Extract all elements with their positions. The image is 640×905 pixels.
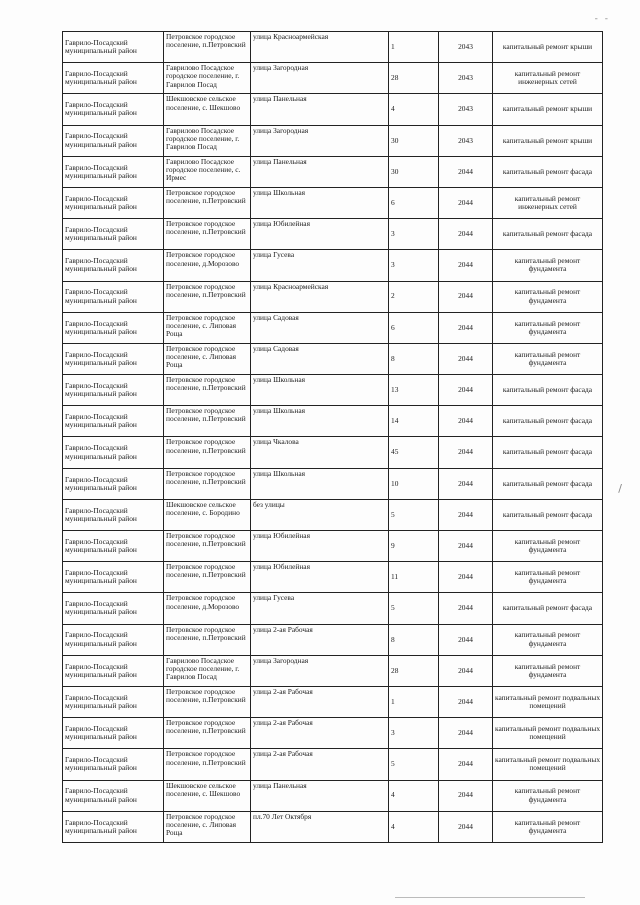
cell-street: улица 2-ая Рабочая: [251, 686, 389, 717]
cell-year: 2044: [439, 156, 493, 187]
cell-work-type: капитальный ремонт фасада: [493, 468, 603, 499]
cell-street: улица Гусева: [251, 593, 389, 624]
cell-district: Гаврило-Посадский муниципальный район: [63, 437, 164, 468]
cell-district: Гаврило-Посадский муниципальный район: [63, 686, 164, 717]
cell-settlement: Шекшовское сельское поселение, с. Бородино: [164, 499, 251, 530]
cell-settlement: Петровское городское поселение, п.Петровский: [164, 624, 251, 655]
cell-year: 2044: [439, 406, 493, 437]
cell-work-type: капитальный ремонт фундамента: [493, 655, 603, 686]
cell-work-type: капитальный ремонт подвальных помещений: [493, 718, 603, 749]
scan-mark-top: - -: [594, 14, 610, 24]
cell-street: улица Садовая: [251, 312, 389, 343]
cell-work-type: капитальный ремонт фундамента: [493, 312, 603, 343]
cell-district: Гаврило-Посадский муниципальный район: [63, 187, 164, 218]
cell-settlement: Петровское городское поселение, п.Петровский: [164, 531, 251, 562]
cell-settlement: Гаврилово Посадское городское поселение, г. Гаврилов Посад: [164, 63, 251, 94]
cell-settlement: Шекшовское сельское поселение, с. Шекшово: [164, 94, 251, 125]
cell-house: 28: [389, 655, 439, 686]
cell-street: улица Панельная: [251, 156, 389, 187]
cell-work-type: капитальный ремонт крыши: [493, 32, 603, 63]
cell-year: 2044: [439, 343, 493, 374]
cell-house: 45: [389, 437, 439, 468]
cell-street: улица 2-ая Рабочая: [251, 624, 389, 655]
cell-house: 3: [389, 250, 439, 281]
cell-settlement: Петровское городское поселение, п.Петровский: [164, 718, 251, 749]
cell-work-type: капитальный ремонт фундамента: [493, 343, 603, 374]
cell-house: 6: [389, 187, 439, 218]
cell-settlement: Петровское городское поселение, п.Петровский: [164, 281, 251, 312]
table-row: [63, 343, 603, 374]
cell-house: 13: [389, 375, 439, 406]
cell-district: Гаврило-Посадский муниципальный район: [63, 312, 164, 343]
cell-settlement: Гаврилово Посадское городское поселение, г. Гаврилов Посад: [164, 125, 251, 156]
scan-edge-line: [395, 897, 585, 898]
cell-house: 9: [389, 531, 439, 562]
cell-street: улица Школьная: [251, 375, 389, 406]
cell-district: Гаврило-Посадский муниципальный район: [63, 156, 164, 187]
cell-street: улица Чкалова: [251, 437, 389, 468]
cell-year: 2044: [439, 281, 493, 312]
cell-district: Гаврило-Посадский муниципальный район: [63, 749, 164, 780]
cell-house: 6: [389, 312, 439, 343]
cell-settlement: Петровское городское поселение, п.Петровский: [164, 468, 251, 499]
cell-settlement: Петровское городское поселение, д.Морозово: [164, 593, 251, 624]
cell-district: Гаврило-Посадский муниципальный район: [63, 281, 164, 312]
cell-work-type: капитальный ремонт инженерных сетей: [493, 63, 603, 94]
cell-street: улица Школьная: [251, 406, 389, 437]
cell-settlement: Петровское городское поселение, п.Петровский: [164, 187, 251, 218]
cell-year: 2044: [439, 749, 493, 780]
cell-district: Гаврило-Посадский муниципальный район: [63, 375, 164, 406]
cell-settlement: Шекшовское сельское поселение, с. Шекшово: [164, 780, 251, 811]
cell-settlement: Петровское городское поселение, с. Липовая Роща: [164, 343, 251, 374]
cell-house: 4: [389, 94, 439, 125]
cell-house: 3: [389, 718, 439, 749]
cell-settlement: Гаврилово Посадское городское поселение, г. Гаврилов Посад: [164, 655, 251, 686]
table-row: [63, 624, 603, 655]
cell-district: Гаврило-Посадский муниципальный район: [63, 593, 164, 624]
cell-street: улица Красноармейская: [251, 32, 389, 63]
cell-house: 5: [389, 749, 439, 780]
cell-year: 2044: [439, 624, 493, 655]
table-row: [63, 811, 603, 842]
cell-street: улица Загородная: [251, 63, 389, 94]
cell-work-type: капитальный ремонт фундамента: [493, 811, 603, 842]
cell-year: 2044: [439, 312, 493, 343]
cell-street: улица Юбилейная: [251, 562, 389, 593]
cell-work-type: капитальный ремонт крыши: [493, 94, 603, 125]
table-row: [63, 718, 603, 749]
cell-district: Гаврило-Посадский муниципальный район: [63, 531, 164, 562]
cell-settlement: Петровское городское поселение, п.Петровский: [164, 406, 251, 437]
cell-settlement: Петровское городское поселение, с. Липовая Роща: [164, 811, 251, 842]
cell-house: 30: [389, 156, 439, 187]
cell-work-type: капитальный ремонт фасада: [493, 437, 603, 468]
cell-year: 2043: [439, 32, 493, 63]
cell-street: улица Садовая: [251, 343, 389, 374]
table-row: [63, 94, 603, 125]
table-row: [63, 468, 603, 499]
cell-settlement: Петровское городское поселение, п.Петровский: [164, 686, 251, 717]
cell-house: 8: [389, 343, 439, 374]
table-row: [63, 562, 603, 593]
cell-work-type: капитальный ремонт фундамента: [493, 531, 603, 562]
cell-street: улица Панельная: [251, 94, 389, 125]
cell-work-type: капитальный ремонт инженерных сетей: [493, 187, 603, 218]
cell-street: улица Юбилейная: [251, 531, 389, 562]
cell-year: 2044: [439, 718, 493, 749]
cell-district: Гаврило-Посадский муниципальный район: [63, 406, 164, 437]
cell-year: 2044: [439, 562, 493, 593]
cell-settlement: Петровское городское поселение, п.Петровский: [164, 375, 251, 406]
table-row: [63, 219, 603, 250]
cell-street: улица Юбилейная: [251, 219, 389, 250]
cell-house: 5: [389, 593, 439, 624]
cell-house: 14: [389, 406, 439, 437]
table-row: [63, 406, 603, 437]
cell-district: Гаврило-Посадский муниципальный район: [63, 811, 164, 842]
cell-work-type: капитальный ремонт фундамента: [493, 780, 603, 811]
cell-settlement: Петровское городское поселение, п.Петровский: [164, 32, 251, 63]
cell-district: Гаврило-Посадский муниципальный район: [63, 125, 164, 156]
cell-house: 3: [389, 219, 439, 250]
cell-settlement: Петровское городское поселение, п.Петровский: [164, 749, 251, 780]
cell-year: 2044: [439, 250, 493, 281]
cell-year: 2044: [439, 468, 493, 499]
table-row: [63, 686, 603, 717]
cell-district: Гаврило-Посадский муниципальный район: [63, 718, 164, 749]
cell-district: Гаврило-Посадский муниципальный район: [63, 94, 164, 125]
cell-house: 5: [389, 499, 439, 530]
cell-work-type: капитальный ремонт фасада: [493, 593, 603, 624]
cell-settlement: Петровское городское поселение, с. Липовая Роща: [164, 312, 251, 343]
cell-work-type: капитальный ремонт подвальных помещений: [493, 749, 603, 780]
cell-year: 2043: [439, 94, 493, 125]
cell-street: улица Гусева: [251, 250, 389, 281]
cell-work-type: капитальный ремонт фасада: [493, 406, 603, 437]
cell-house: 8: [389, 624, 439, 655]
cell-work-type: капитальный ремонт фасада: [493, 499, 603, 530]
cell-street: улица Школьная: [251, 187, 389, 218]
cell-district: Гаврило-Посадский муниципальный район: [63, 32, 164, 63]
cell-house: 30: [389, 125, 439, 156]
cell-year: 2044: [439, 531, 493, 562]
cell-work-type: капитальный ремонт крыши: [493, 125, 603, 156]
cell-district: Гаврило-Посадский муниципальный район: [63, 63, 164, 94]
table-row: [63, 531, 603, 562]
cell-year: 2044: [439, 811, 493, 842]
cell-district: Гаврило-Посадский муниципальный район: [63, 562, 164, 593]
cell-street: без улицы: [251, 499, 389, 530]
table-row: [63, 749, 603, 780]
cell-district: Гаврило-Посадский муниципальный район: [63, 219, 164, 250]
cell-work-type: капитальный ремонт фундамента: [493, 624, 603, 655]
cell-work-type: капитальный ремонт фундамента: [493, 281, 603, 312]
cell-house: 28: [389, 63, 439, 94]
cell-year: 2044: [439, 187, 493, 218]
cell-district: Гаврило-Посадский муниципальный район: [63, 624, 164, 655]
table-row: [63, 499, 603, 530]
cell-work-type: капитальный ремонт фундамента: [493, 250, 603, 281]
cell-year: 2044: [439, 780, 493, 811]
cell-street: улица 2-ая Рабочая: [251, 718, 389, 749]
cell-year: 2044: [439, 219, 493, 250]
cell-district: Гаврило-Посадский муниципальный район: [63, 468, 164, 499]
cell-year: 2043: [439, 125, 493, 156]
cell-year: 2044: [439, 593, 493, 624]
table-row: [63, 250, 603, 281]
repair-schedule-table: [62, 31, 603, 843]
cell-year: 2044: [439, 375, 493, 406]
table-row: [63, 156, 603, 187]
table-row: [63, 655, 603, 686]
cell-house: 10: [389, 468, 439, 499]
table-row: [63, 593, 603, 624]
cell-house: 2: [389, 281, 439, 312]
table-row: [63, 63, 603, 94]
cell-settlement: Гаврилово Посадское городское поселение, с. Ирмес: [164, 156, 251, 187]
cell-street: улица Школьная: [251, 468, 389, 499]
cell-house: 4: [389, 780, 439, 811]
table-row: [63, 375, 603, 406]
cell-work-type: капитальный ремонт фасада: [493, 375, 603, 406]
cell-work-type: капитальный ремонт фундамента: [493, 562, 603, 593]
cell-year: 2044: [439, 437, 493, 468]
cell-year: 2044: [439, 499, 493, 530]
repair-schedule-body: [63, 32, 603, 843]
cell-year: 2044: [439, 655, 493, 686]
cell-settlement: Петровское городское поселение, д.Морозово: [164, 250, 251, 281]
table-row: [63, 312, 603, 343]
cell-work-type: капитальный ремонт фасада: [493, 156, 603, 187]
cell-house: 1: [389, 32, 439, 63]
cell-work-type: капитальный ремонт подвальных помещений: [493, 686, 603, 717]
cell-settlement: Петровское городское поселение, п.Петровский: [164, 562, 251, 593]
cell-work-type: капитальный ремонт фасада: [493, 219, 603, 250]
cell-street: улица Панельная: [251, 780, 389, 811]
cell-house: 11: [389, 562, 439, 593]
cell-district: Гаврило-Посадский муниципальный район: [63, 250, 164, 281]
cell-settlement: Петровское городское поселение, п.Петровский: [164, 219, 251, 250]
cell-street: пл.70 Лет Октября: [251, 811, 389, 842]
cell-district: Гаврило-Посадский муниципальный район: [63, 655, 164, 686]
cell-street: улица 2-ая Рабочая: [251, 749, 389, 780]
cell-district: Гаврило-Посадский муниципальный район: [63, 343, 164, 374]
cell-house: 4: [389, 811, 439, 842]
table-row: [63, 437, 603, 468]
cell-district: Гаврило-Посадский муниципальный район: [63, 780, 164, 811]
cell-house: 1: [389, 686, 439, 717]
cell-settlement: Петровское городское поселение, п.Петровский: [164, 437, 251, 468]
table-row: [63, 125, 603, 156]
table-row: [63, 281, 603, 312]
scan-mark-side: /: [618, 482, 622, 495]
table-row: [63, 780, 603, 811]
cell-street: улица Загородная: [251, 125, 389, 156]
cell-street: улица Загородная: [251, 655, 389, 686]
cell-street: улица Красноармейская: [251, 281, 389, 312]
table-row: [63, 32, 603, 63]
cell-year: 2043: [439, 63, 493, 94]
table-row: [63, 187, 603, 218]
cell-district: Гаврило-Посадский муниципальный район: [63, 499, 164, 530]
cell-year: 2044: [439, 686, 493, 717]
